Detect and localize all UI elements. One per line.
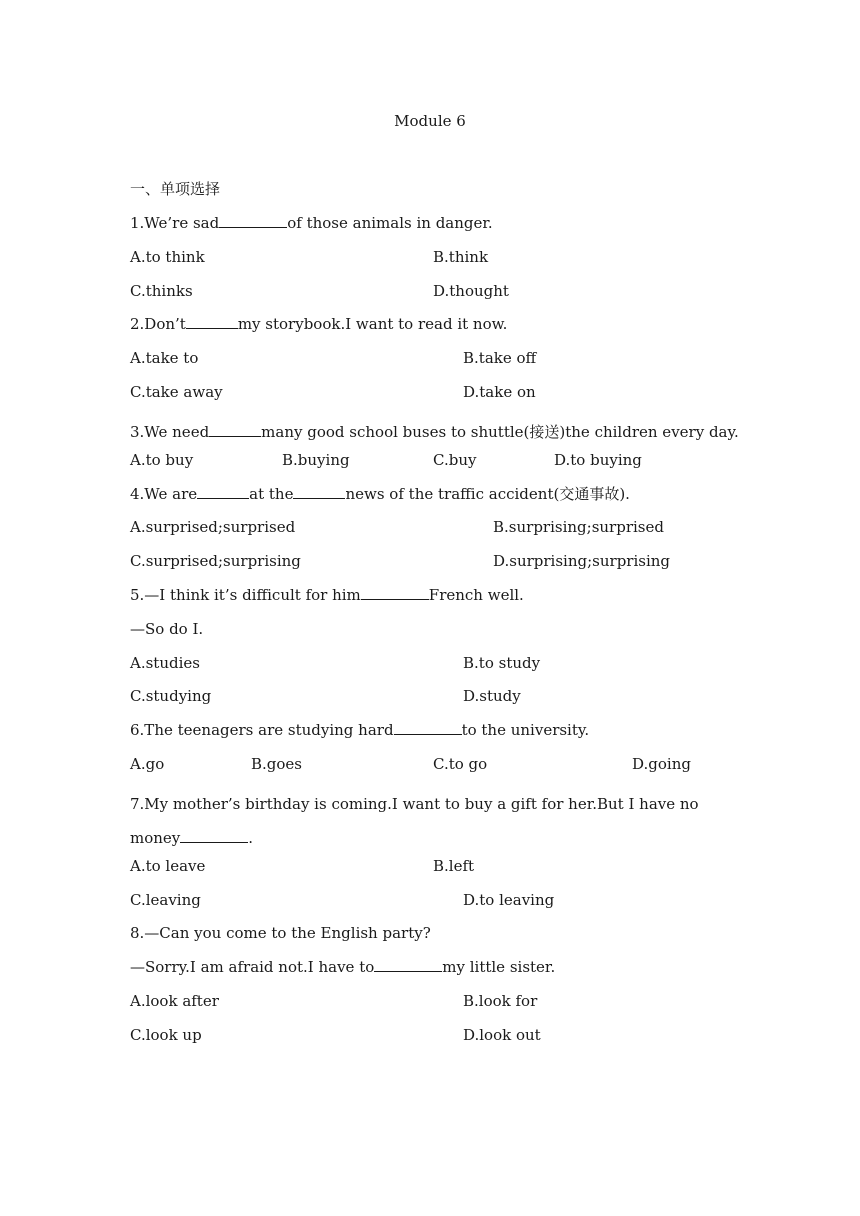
question-2-options-row-1 xyxy=(130,347,740,381)
question-4-options-row-2 xyxy=(130,550,740,584)
question-5-options-row-2 xyxy=(130,685,740,719)
question-2-stem: 2.Don’t my storybook.I want to read it now. xyxy=(130,315,508,334)
question-5-reply: —So do I. xyxy=(130,619,204,638)
option-c: C.surprised;surprising xyxy=(130,552,301,571)
option-a: A.to buy xyxy=(130,450,194,469)
option-b: B.goes xyxy=(251,754,302,773)
section-heading: 一、单项选择 xyxy=(130,180,221,198)
option-c: C.thinks xyxy=(130,281,193,300)
question-6-options xyxy=(130,753,740,787)
question-7-options-row-1 xyxy=(130,855,740,889)
question-4-stem: 4.We are at the news of the traffic accident(交通事故). xyxy=(130,484,630,503)
question-2-options-row-2 xyxy=(130,381,740,415)
question-8-options-row-2 xyxy=(130,1024,740,1058)
question-3-stem: 3.We need many good school buses to shuttle(接送)the children every day. xyxy=(130,422,739,441)
question-5-options-row-1 xyxy=(130,652,740,686)
option-b: B.surprising;surprised xyxy=(493,518,664,537)
answer-blank xyxy=(374,957,442,972)
question-7-stem: 7.My mother’s birthday is coming.I want to buy a gift for her.But I have no money . xyxy=(130,794,699,847)
option-c: C.to go xyxy=(433,754,488,773)
option-a: A.to think xyxy=(130,247,205,266)
question-1-options-row-1 xyxy=(130,246,740,280)
question-1-stem: 1.We’re sad of those animals in danger. xyxy=(130,214,493,232)
option-c: C.buy xyxy=(433,450,477,469)
option-b: B.take off xyxy=(463,349,537,368)
option-d: D.going xyxy=(632,754,691,773)
answer-blank xyxy=(293,484,345,499)
option-a: A.studies xyxy=(130,653,200,672)
answer-blank xyxy=(361,585,429,600)
question-1-options-row-2 xyxy=(130,280,740,314)
question-list xyxy=(130,212,740,1058)
option-a: A.surprised;surprised xyxy=(130,518,296,537)
page-title: Module 6 xyxy=(394,112,466,130)
option-c: C.studying xyxy=(130,687,212,706)
option-d: D.look out xyxy=(463,1025,541,1044)
question-8-options-row-1 xyxy=(130,990,740,1024)
option-d: D.thought xyxy=(433,281,509,300)
option-b: B.think xyxy=(433,247,489,266)
answer-blank xyxy=(180,828,248,843)
option-c: C.take away xyxy=(130,382,223,401)
option-c: C.look up xyxy=(130,1025,202,1044)
answer-blank xyxy=(209,422,261,437)
option-b: B.to study xyxy=(463,653,541,672)
option-b: B.look for xyxy=(463,991,538,1010)
option-d: D.to buying xyxy=(554,450,642,469)
option-d: D.surprising;surprising xyxy=(493,552,671,571)
option-a: A.look after xyxy=(130,991,219,1010)
question-5-stem: 5.—I think it’s difficult for him French well. xyxy=(130,585,524,604)
answer-blank xyxy=(197,484,249,499)
question-4-options-row-1 xyxy=(130,516,740,550)
question-6-stem: 6.The teenagers are studying hard to the university. xyxy=(130,721,590,740)
answer-blank xyxy=(219,213,287,228)
option-c: C.leaving xyxy=(130,890,201,909)
option-d: D.study xyxy=(463,687,521,706)
answer-blank xyxy=(186,314,238,329)
option-a: A.go xyxy=(130,754,165,773)
option-d: D.to leaving xyxy=(463,890,555,909)
option-b: B.buying xyxy=(282,450,350,469)
option-a: A.to leave xyxy=(130,856,206,875)
question-3-options xyxy=(130,449,740,483)
option-d: D.take on xyxy=(463,382,536,401)
question-8-reply: —Sorry.I am afraid not.I have to my little sister. xyxy=(130,958,556,977)
answer-blank xyxy=(394,720,462,735)
question-8-stem: 8.—Can you come to the English party? xyxy=(130,924,431,943)
question-7-options-row-2 xyxy=(130,889,740,923)
option-b: B.left xyxy=(433,856,475,875)
option-a: A.take to xyxy=(130,349,199,368)
